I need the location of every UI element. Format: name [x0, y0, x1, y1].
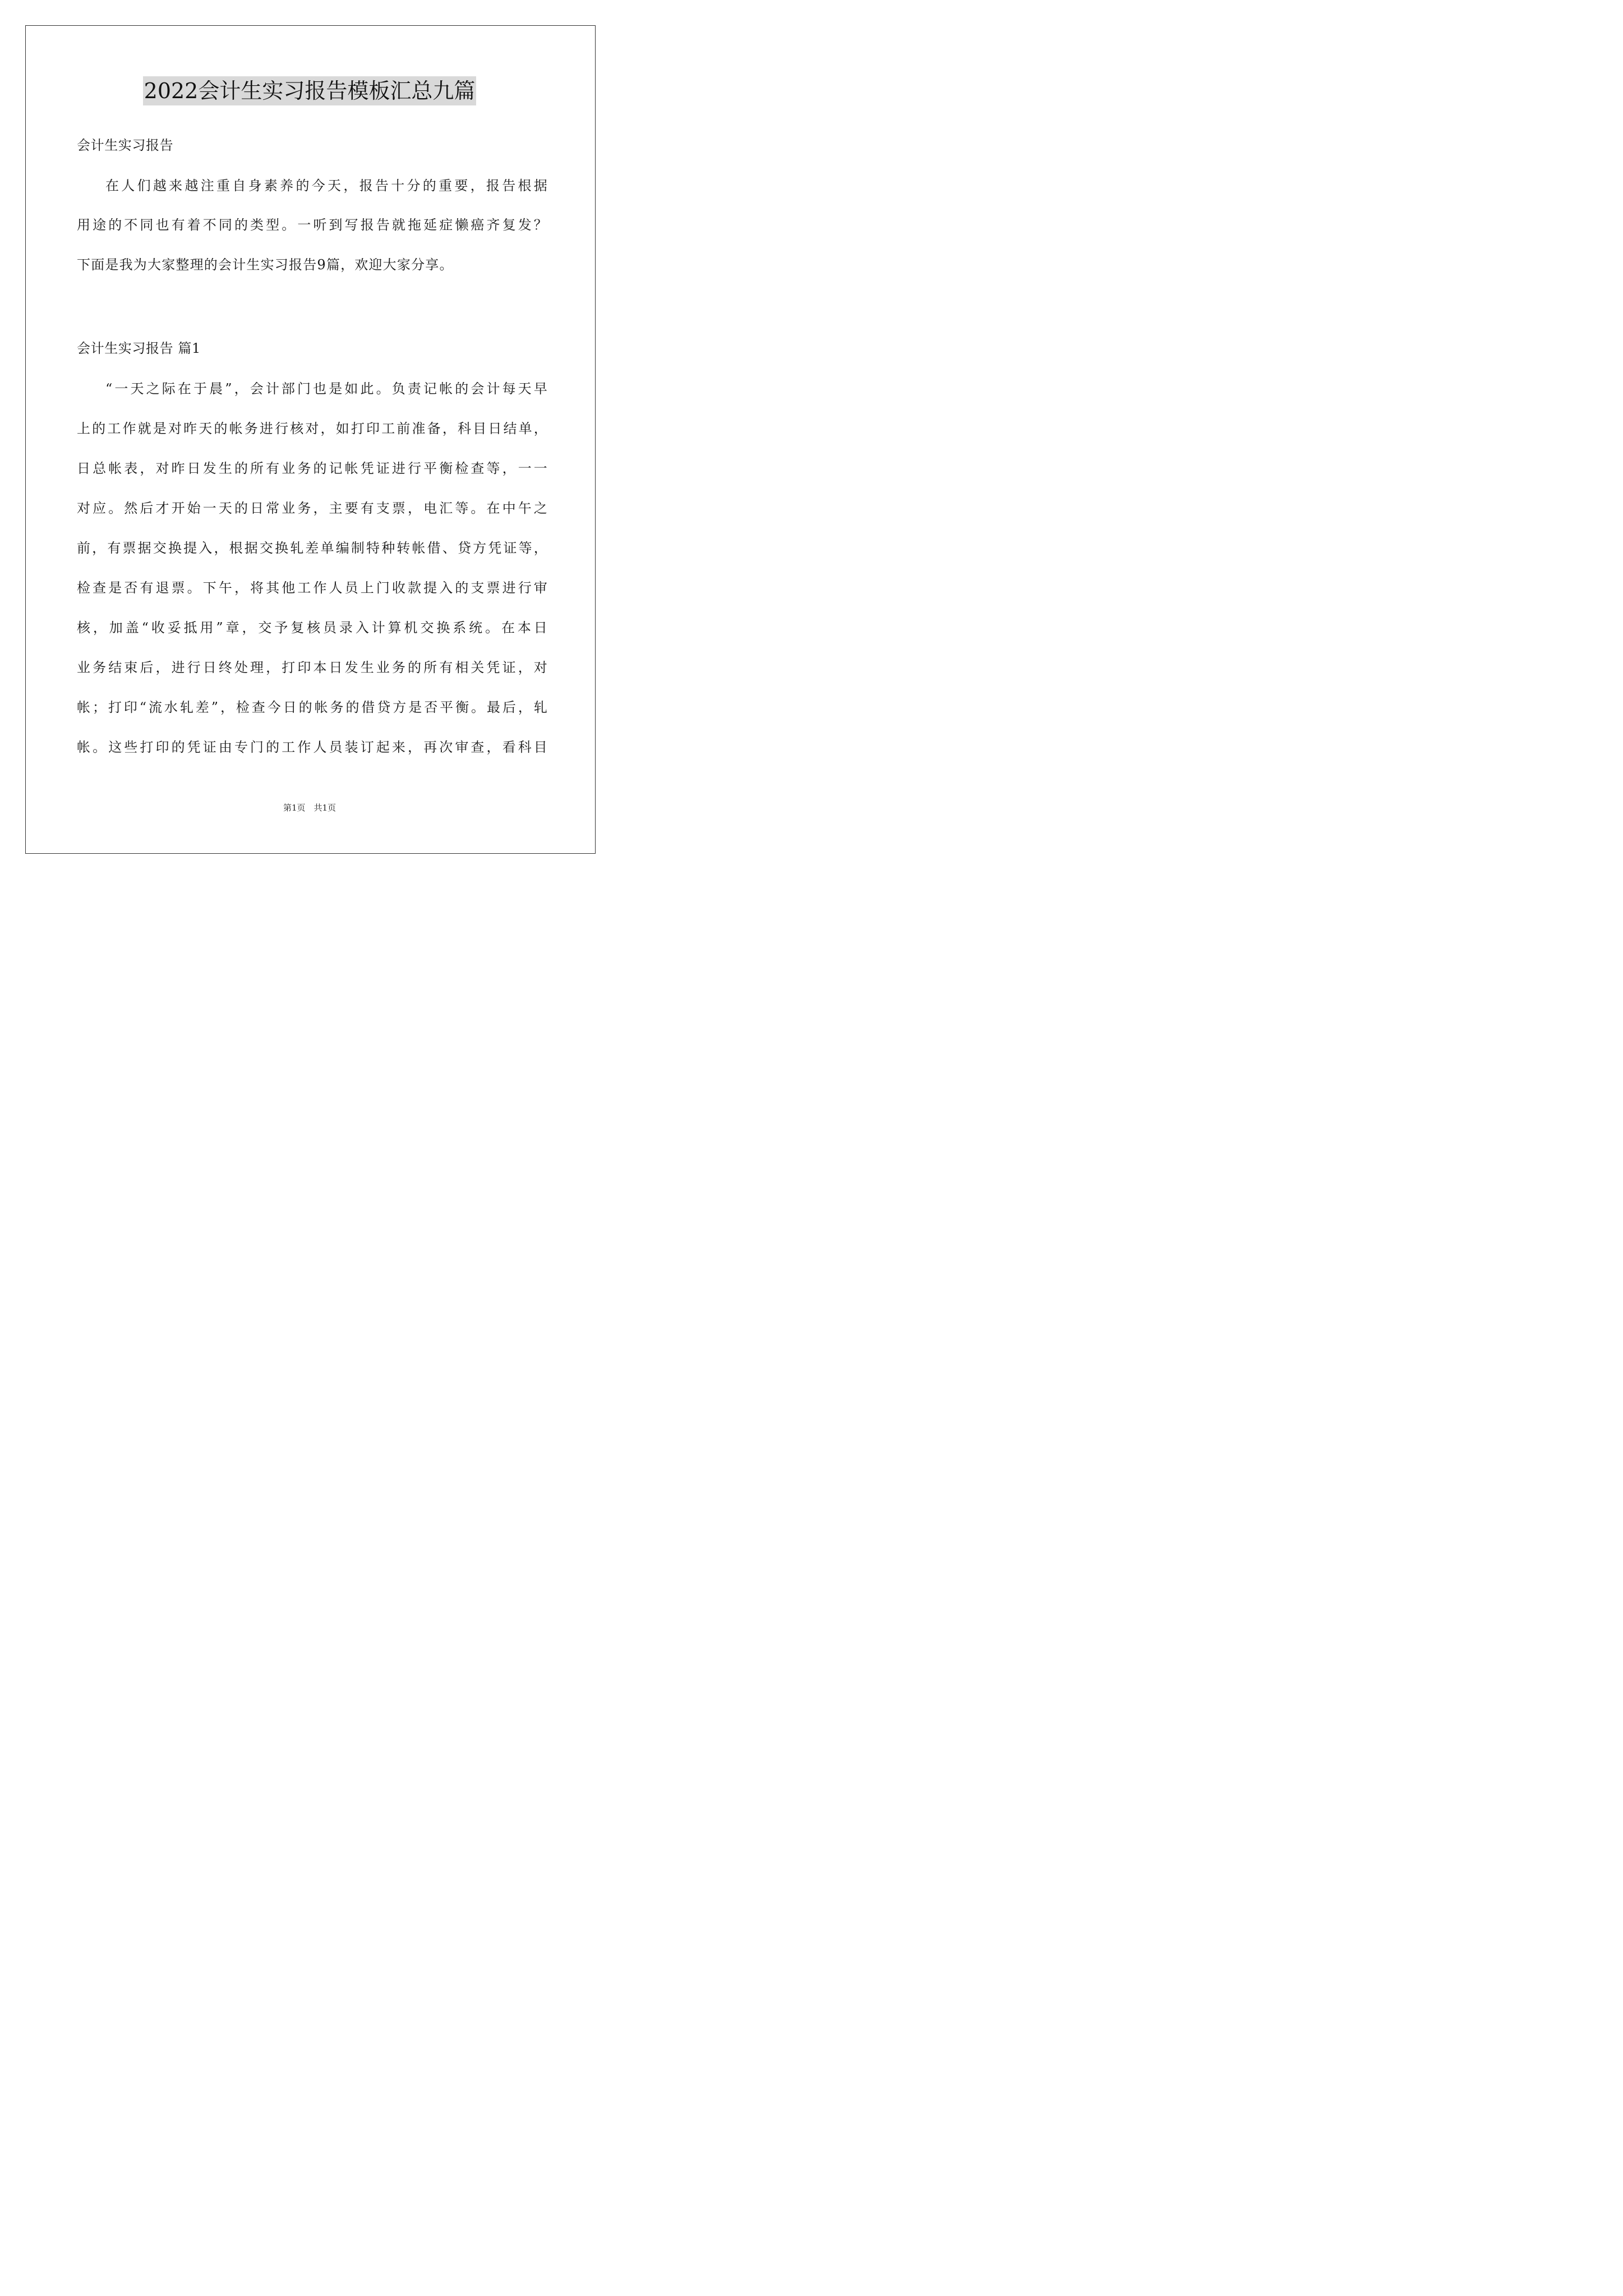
section-heading: 会计生实习报告 篇1 — [77, 341, 201, 356]
paragraph-line: 用途的不同也有着不同的类型。一听到写报告就拖延症懒癌齐复发？ — [77, 217, 548, 233]
paragraph-line: 核，加盖“收妥抵用”章，交予复核员录入计算机交换系统。在本日 — [77, 620, 548, 636]
paragraph-line: 前，有票据交换提入，根据交换轧差单编制特种转帐借、贷方凭证等， — [77, 540, 548, 556]
paragraph-line: 上的工作就是对昨天的帐务进行核对，如打印工前准备，科目日结单， — [77, 421, 548, 436]
paragraph-line: 对应。然后才开始一天的日常业务，主要有支票，电汇等。在中午之 — [77, 500, 548, 516]
paragraph-line: 帐；打印“流水轧差”，检查今日的帐务的借贷方是否平衡。最后，轧 — [77, 700, 548, 715]
paragraph-line: 日总帐表，对昨日发生的所有业务的记帐凭证进行平衡检查等，一一 — [77, 461, 548, 476]
title-container — [0, 76, 619, 105]
document-title: 2022会计生实习报告模板汇总九篇 — [143, 76, 477, 105]
paragraph-line: 业务结束后，进行日终处理，打印本日发生业务的所有相关凭证，对 — [77, 660, 548, 675]
page-footer: 第1页 共1页 — [283, 803, 336, 813]
paragraph-line: 检查是否有退票。下午，将其他工作人员上门收款提入的支票进行审 — [77, 580, 548, 596]
paragraph-line: 在人们越来越注重自身素养的今天，报告十分的重要，报告根据 — [105, 178, 548, 194]
paragraph-line: 帐。这些打印的凭证由专门的工作人员装订起来，再次审查，看科目 — [77, 739, 548, 755]
intro-heading: 会计生实习报告 — [77, 137, 174, 153]
paragraph-line: 下面是我为大家整理的会计生实习报告9篇，欢迎大家分享。 — [77, 257, 454, 273]
paragraph-line: “一天之际在于晨”，会计部门也是如此。负责记帐的会计每天早 — [105, 381, 548, 397]
